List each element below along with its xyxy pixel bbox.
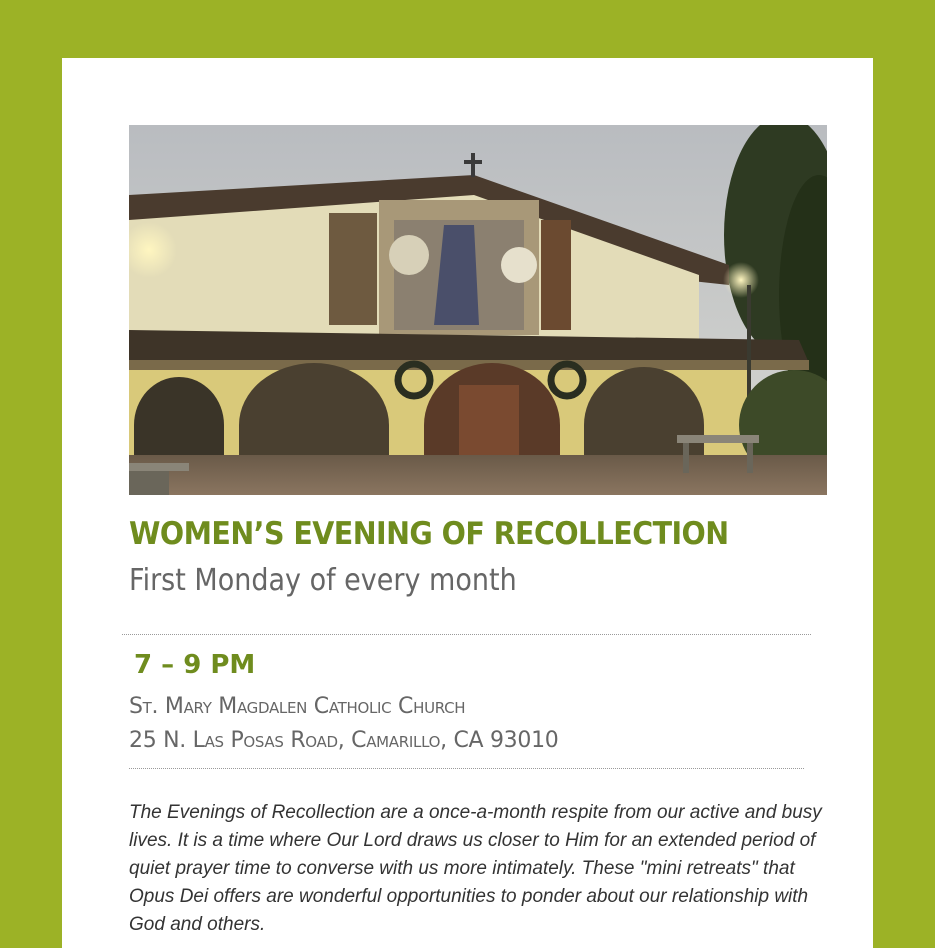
event-schedule: First Monday of every month: [129, 563, 517, 598]
flyer-card: [62, 58, 873, 948]
event-venue: St. Mary Magdalen Catholic Church: [129, 694, 466, 719]
divider: [129, 768, 804, 769]
event-description: The Evenings of Recollection are a once-a-month respite from our active and busy lives. It is a time where Our Lord draws us closer to Him for an extended period of quiet prayer time to converse with us more intimately. These "mini retreats" that Opus Dei offers are wonderful opportunities to ponder about our relationship with God and others.: [129, 802, 822, 935]
event-title: WOMEN’S EVENING OF RECOLLECTION: [129, 516, 729, 552]
church-photo: [129, 125, 827, 495]
event-address: 25 N. Las Posas Road, Camarillo, CA 93010: [129, 728, 559, 753]
divider: [122, 634, 811, 635]
event-time: 7 – 9 PM: [134, 650, 256, 680]
